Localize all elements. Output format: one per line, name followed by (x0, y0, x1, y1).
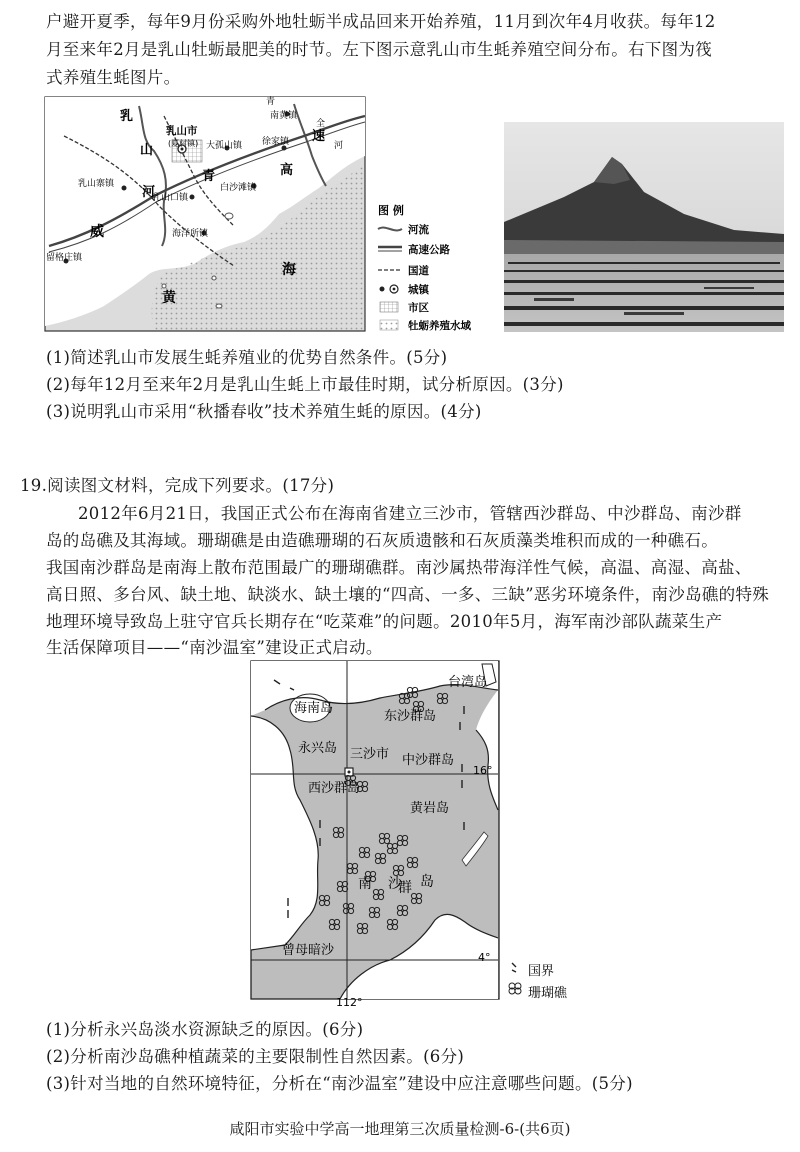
label-rushan-city: 乳山市 (166, 125, 198, 137)
label-xiacun: (夏村镇) (168, 139, 199, 148)
label-yongxing: 永兴岛 (298, 741, 338, 756)
label-he2: 河 (334, 141, 344, 151)
rushan-map (44, 96, 484, 336)
label-xisha: 西沙群岛 (308, 781, 361, 796)
label-he: 河 (142, 185, 156, 200)
legend-border: 国界 (528, 964, 555, 979)
intro-line-1: 户避开夏季，每年9月份采购外地牡蛎半成品回来开始养殖，11月到次年4月收获。每年12 (46, 12, 716, 31)
label-gao: 高 (280, 163, 294, 178)
q19-heading: 19.阅读图文材料，完成下列要求。(17分) (20, 476, 335, 495)
label-liugezhuang: 留格庄镇 (46, 253, 83, 263)
q19-para-2: 岛的岛礁及其海域。珊瑚礁是由造礁珊瑚的石灰质遗骸和石灰质藻类堆积而成的一种礁石。 (46, 531, 718, 550)
label-baishatan: 白沙滩镇 (220, 183, 257, 193)
label-shan: 山 (140, 143, 154, 158)
label-zhongsha: 中沙群岛 (402, 753, 455, 768)
label-rushanzhai: 乳山寨镇 (78, 179, 115, 189)
q18-item-3: (3)说明乳山市采用“秋播春收”技术养殖生蚝的原因。(4分) (46, 402, 482, 421)
label-rushankou: 乳山口镇 (152, 193, 189, 203)
label-qing: 青 (202, 169, 216, 184)
legend-oyster: 牡蛎养殖水域 (408, 320, 471, 332)
q18-item-2: (2)每年12月至来年2月是乳山生蚝上市最佳时期，试分析原因。(3分) (46, 375, 564, 394)
map2-legend (509, 963, 568, 1001)
legend-national-road: 国道 (408, 265, 429, 277)
label-wei: 威 (90, 224, 104, 240)
label-hai: 海 (282, 262, 296, 278)
label-dongsha: 东沙群岛 (384, 709, 437, 724)
label-huang: 黄 (162, 290, 176, 306)
label-zengmu: 曾母暗沙 (282, 943, 335, 958)
label-sansha: 三沙市 (350, 747, 390, 762)
q19-para-3: 我国南沙群岛是南海上散布范围最广的珊瑚礁群。南沙属热带海洋性气候，高温、高湿、高盐、 (46, 558, 752, 577)
map1-legend (378, 203, 471, 332)
intro-line-3: 式养殖生蚝图片。 (46, 68, 181, 87)
south-china-sea-map (250, 660, 600, 1010)
label-xujia: 徐家镇 (262, 137, 290, 147)
label-hainan: 海南岛 (294, 701, 334, 716)
label-huangyan: 黄岩岛 (410, 801, 450, 816)
oyster-raft-photo (504, 122, 784, 332)
legend-reef: 珊瑚礁 (528, 986, 568, 1001)
q19-para-5: 地理环境导致岛上驻守官兵长期存在“吃菜难”的问题。2010年5月，海军南沙部队蔬菜生产 (46, 612, 723, 631)
label-qun: 群 (398, 880, 412, 896)
label-nan: 南 (358, 876, 372, 892)
label-taiwan: 台湾岛 (448, 675, 488, 690)
q19-item-1: (1)分析永兴岛淡水资源缺乏的原因。(6分) (46, 1020, 364, 1039)
q19-item-2: (2)分析南沙岛礁种植蔬菜的主要限制性自然因素。(6分) (46, 1047, 465, 1066)
legend-urban: 市区 (408, 302, 429, 314)
label-lon112: 112° (336, 996, 363, 1009)
legend-highway: 高速公路 (408, 244, 450, 256)
label-nanhuang: 南黄镇 (270, 111, 298, 121)
q18-item-1: (1)简述乳山市发展生蚝养殖业的优势自然条件。(5分) (46, 348, 448, 367)
page-footer: 咸阳市实验中学高一地理第三次质量检测-6-(共6页) (229, 1120, 571, 1138)
label-haiyangsuo: 海洋所镇 (172, 229, 209, 239)
label-dagu: 大孤山镇 (206, 141, 243, 151)
q19-para-1: 2012年6月21日，我国正式公布在海南省建立三沙市，管辖西沙群岛、中沙群岛、南沙群 (78, 504, 742, 523)
label-qing-small: 青 (266, 97, 276, 107)
label-lat4: 4° (478, 951, 491, 964)
legend-town: 城镇 (408, 284, 429, 296)
label-dao: 岛 (420, 874, 434, 890)
legend-title: 图 例 (378, 204, 404, 217)
label-lat16: 16° (473, 764, 493, 777)
label-ru: 乳 (120, 109, 134, 124)
q19-para-6: 生活保障项目——“南沙温室”建设正式启动。 (46, 638, 383, 657)
label-quan: 全 (316, 119, 326, 129)
legend-reef-icon (509, 983, 521, 994)
label-sha: 沙 (388, 876, 402, 892)
q19-item-3: (3)针对当地的自然环境特征，分析在“南沙温室”建设中应注意哪些问题。(5分) (46, 1074, 633, 1093)
q19-para-4: 高日照、多台风、缺土地、缺淡水、缺土壤的“四高、一多、三缺”恶劣环境条件，南沙岛礁的特殊 (46, 585, 770, 604)
label-su: 速 (312, 129, 326, 144)
intro-line-2: 月至来年2月是乳山牡蛎最肥美的时节。左下图示意乳山市生蚝养殖空间分布。右下图为筏 (46, 40, 712, 59)
legend-river: 河流 (408, 224, 429, 236)
